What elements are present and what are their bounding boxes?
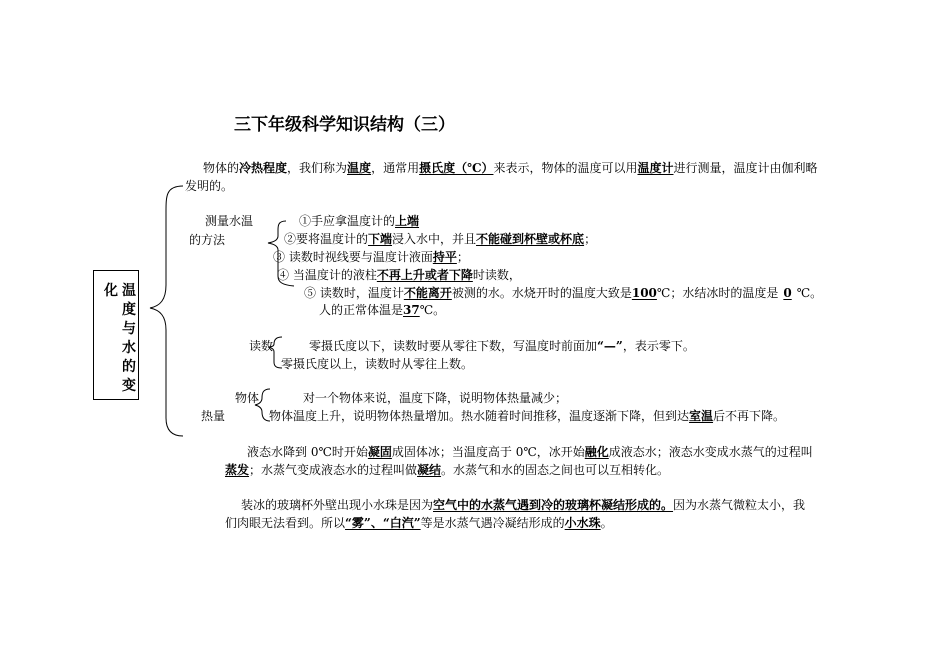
- phase-text-d: ；水蒸气变成液态水的过程叫做: [249, 463, 418, 477]
- measure-step-6: [319, 301, 445, 319]
- step5-text-a: ⑤ 读数时，温度计: [304, 286, 404, 300]
- step6-text-a: 人的正常体温是: [319, 303, 404, 317]
- intro-text-2: ，我们称为: [287, 161, 348, 175]
- heat-text-b: 后不再下降。: [713, 409, 786, 423]
- step5-key-freeze: 0: [783, 286, 792, 300]
- step5-key-a: 不能离开: [403, 286, 452, 300]
- keyword-temperature: 温度: [347, 161, 372, 175]
- reading-label: 读数: [249, 339, 274, 353]
- step1-text: ①手应拿温度计的: [299, 214, 396, 228]
- cup-text-d: 等是水蒸气遇冷凝结形成的: [420, 516, 565, 530]
- intro-text-5: 进行测量，温度计由伽利略: [673, 161, 818, 175]
- step2-key-a: 下端: [368, 232, 393, 246]
- topic-char-4: 水: [122, 340, 136, 356]
- measure-step-4: [277, 266, 521, 284]
- step2-key-b: 不能碰到杯壁或杯底: [476, 232, 585, 246]
- keyword-freezing: 凝固: [367, 445, 392, 459]
- cup-text-c: 们肉眼无法看到。所以: [225, 516, 346, 530]
- cup-text-e: 。: [600, 516, 613, 530]
- step5-text-c: ℃；水结冰时的温度是: [656, 286, 779, 300]
- step6-key-body: 37: [403, 303, 420, 317]
- step2-text-b: 浸入水中，并且: [392, 232, 477, 246]
- heat-label-1: 物体: [235, 391, 260, 405]
- intro-text-4: 来表示，物体的温度可以用: [493, 161, 638, 175]
- step4-text-a: ④ 当温度计的液柱: [277, 268, 377, 282]
- step5-text-d: ℃。: [796, 286, 823, 300]
- step4-text-b: 时读数，: [472, 268, 521, 282]
- step5-text-b: 被测的水。水烧开时的温度大致是: [451, 286, 632, 300]
- measure-label-2: 的方法: [189, 233, 226, 247]
- topic-char-5: 的: [122, 359, 136, 375]
- phase-line-1: [247, 443, 813, 461]
- topic-char-2: 度: [122, 302, 136, 318]
- intro-line-1: [203, 159, 818, 177]
- step2-text-c: ；: [584, 232, 597, 246]
- intro-line-2: 发明的。: [185, 179, 234, 193]
- reading-line-1: [309, 337, 695, 355]
- reading-line-2: 零摄氏度以上，读数时从零往上数。: [281, 357, 474, 371]
- cup-key-cause: 空气中的水蒸气遇到冷的玻璃杯凝结形成的。: [433, 498, 674, 512]
- page-title: 三下年级科学知识结构（三）: [234, 115, 455, 135]
- step4-key: 不再上升或者下降: [376, 268, 473, 282]
- intro-text-3: ，通常用: [371, 161, 420, 175]
- reading-text-b: ，表示零下。: [622, 339, 695, 353]
- step3-key: 持平: [432, 250, 457, 264]
- step3-text-a: ③ 读数时视线要与温度计液面: [273, 250, 433, 264]
- measure-label-1: 测量水温: [205, 214, 254, 228]
- cup-line-1: [241, 496, 805, 514]
- keyword-melting: 融化: [584, 445, 609, 459]
- step2-text-a: ②要将温度计的: [284, 232, 369, 246]
- reading-text-a: 零摄氏度以下，读数时要从零往下数，写温度时前面加: [309, 339, 598, 353]
- keyword-condensation: 凝结: [417, 463, 442, 477]
- step1-key: 上端: [395, 214, 420, 228]
- phase-line-2: [225, 461, 669, 479]
- keyword-thermometer: 温度计: [637, 161, 674, 175]
- intro-text-1: 物体的: [203, 161, 240, 175]
- phase-text-b: 成固体冰；当温度高于 0℃，冰开始: [391, 445, 585, 459]
- cup-text-b: 因为水蒸气微粒太小，我: [673, 498, 806, 512]
- heat-label-2: 热量: [201, 409, 226, 423]
- step6-text-b: ℃。: [419, 303, 446, 317]
- phase-text-a: 液态水降到 0℃时开始: [247, 445, 368, 459]
- measure-step-2: [284, 230, 596, 248]
- keyword-cold-hot: 冷热程度: [239, 161, 288, 175]
- measure-step-1: [299, 212, 441, 230]
- topic-char-3: 与: [122, 321, 136, 337]
- reading-minus: “—”: [597, 339, 623, 353]
- cup-key-fog: “雾”、“白汽”: [345, 516, 421, 530]
- step3-text-b: ；: [456, 250, 469, 264]
- heat-text-a: 物体温度上升，说明物体热量增加。热水随着时间推移，温度逐渐下降，但到达: [269, 409, 690, 423]
- cup-text-a: 装冰的玻璃杯外壁出现小水珠是因为: [241, 498, 434, 512]
- phase-text-e: 。水蒸气和水的固态之间也可以互相转化。: [441, 463, 670, 477]
- step5-key-boil: 100: [631, 286, 657, 300]
- measure-step-3: [273, 248, 469, 266]
- topic-char-1: 温: [122, 283, 136, 299]
- topic-char-6: 变: [122, 378, 136, 394]
- keyword-evaporation: 蒸发: [225, 463, 250, 477]
- cup-line-2: [225, 514, 613, 532]
- cup-key-droplets: 小水珠: [564, 516, 601, 530]
- heat-line-1: 对一个物体来说，温度下降，说明物体热量减少；: [303, 391, 568, 405]
- phase-text-c: 成液态水；液态水变成水蒸气的过程叫: [608, 445, 813, 459]
- heat-line-2: [269, 407, 785, 425]
- keyword-celsius: 摄氏度（℃）: [419, 161, 494, 175]
- topic-char-hua: 化: [104, 283, 118, 299]
- keyword-room-temp: 室温: [689, 409, 714, 423]
- measure-step-5: [304, 284, 822, 302]
